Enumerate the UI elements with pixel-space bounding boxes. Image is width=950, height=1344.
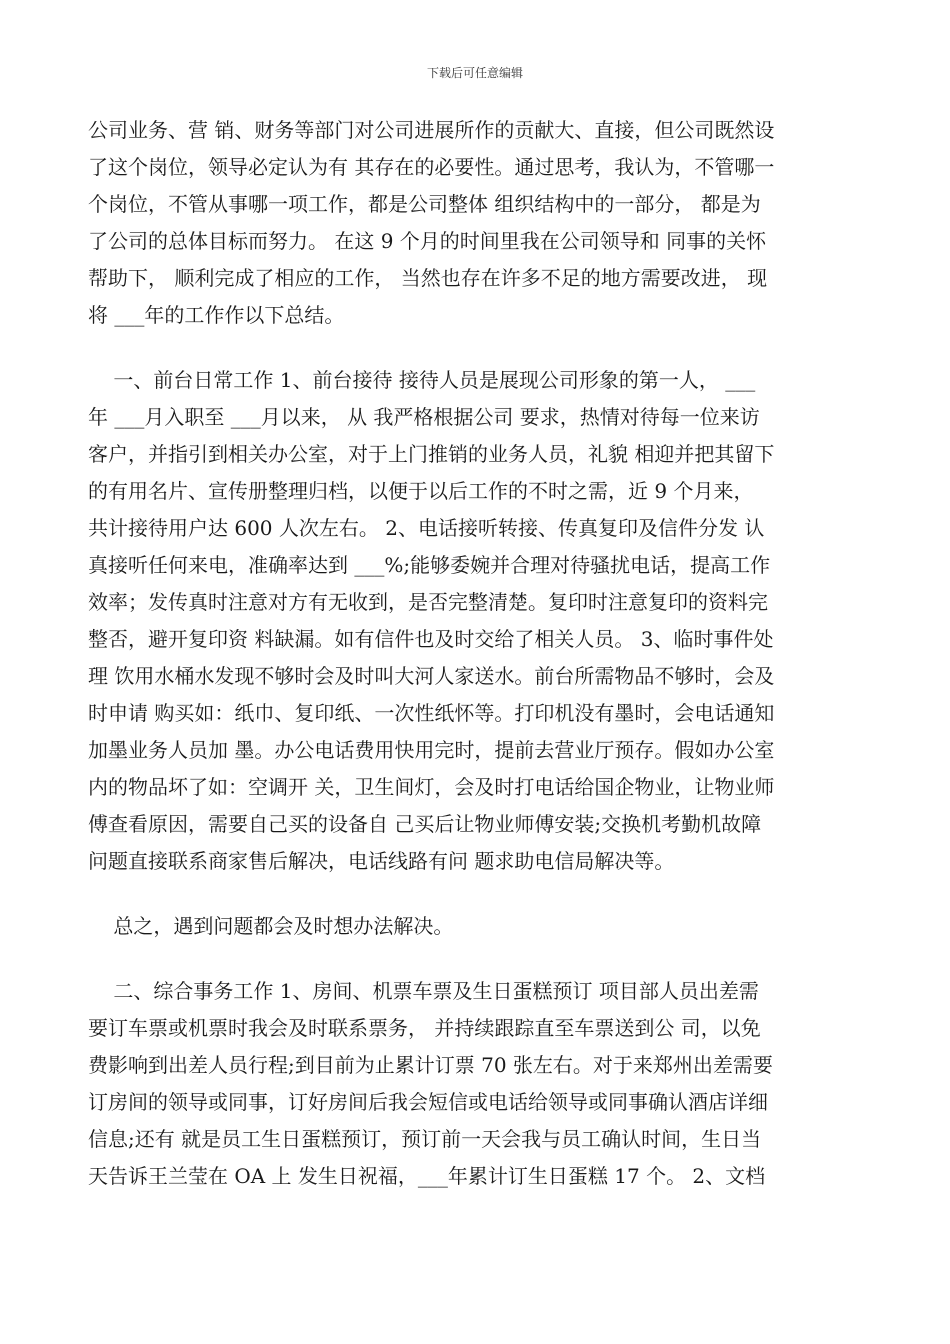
paragraph (88, 112, 860, 334)
text-line: 要订车票或机票时我会及时联系票务， 并持续跟踪直至车票送到公 司，以免 (88, 1016, 761, 1040)
text-line: 内的物品坏了如：空调开 关，卫生间灯，会及时打电话给国企物业，让物业师 (88, 775, 775, 799)
text-line: 一、前台日常工作 1、前台接待 接待人员是展现公司形象的第一人， ___ (88, 368, 756, 392)
paragraph-gap (88, 945, 860, 973)
text-line: 公司业务、营 销、财务等部门对公司进展所作的贡献大、直接，但公司既然设 (88, 118, 775, 142)
text-line: 时申请 购买如：纸巾、复印纸、一次性纸怀等。打印机没有墨时，会电话通知 (88, 701, 775, 725)
paragraph-gap (88, 880, 860, 908)
text-line: 信息;还有 就是员工生日蛋糕预订，预订前一天会我与员工确认时间，生日当 (88, 1127, 762, 1151)
text-line: 订房间的领导或同事，订好房间后我会短信或电话给领导或同事确认酒店详细 (88, 1090, 768, 1114)
text-line: 了这个岗位，领导必定认为有 其存在的必要性。通过思考，我认为，不管哪一 (88, 155, 775, 179)
text-line: 傅查看原因，需要自己买的设备自 己买后让物业师傅安装;交换机考勤机故障 (88, 812, 762, 836)
text-line: 共计接待用户达 600 人次左右。 2、电话接听转接、传真复印及信件分发 认 (88, 516, 765, 540)
paragraph (88, 973, 860, 1195)
text-line: 费影响到出差人员行程;到目前为止累计订票 70 张左右。对于来郑州出差需要 (88, 1053, 773, 1077)
text-line: 天告诉王兰莹在 OA 上 发生日祝福，___年累计订生日蛋糕 17 个。 2、文档 (88, 1164, 766, 1188)
paragraph (88, 362, 860, 880)
paragraph (88, 908, 860, 945)
text-line: 客户，并指引到相关办公室，对于上门推销的业务人员，礼貌 相迎并把其留下 (88, 442, 775, 466)
text-line: 二、综合事务工作 1、房间、机票车票及生日蛋糕预订 项目部人员出差需 (88, 979, 759, 1003)
text-line: 效率；发传真时注意对方有无收到，是否完整清楚。复印时注意复印的资料完 (88, 590, 768, 614)
text-line: 真接听任何来电，准确率达到 ___%;能够委婉并合理对待骚扰电话，提高工作 (88, 553, 771, 577)
paragraph-gap (88, 334, 860, 362)
document-body (88, 112, 860, 1195)
text-line: 整否，避开复印资 料缺漏。如有信件也及时交给了相关人员。 3、临时事件处 (88, 627, 774, 651)
text-line: 年 ___月入职至 ___月以来， 从 我严格根据公司 要求，热情对待每一位来访 (88, 405, 760, 429)
text-line: 的有用名片、宣传册整理归档，以便于以后工作的不时之需，近 9 个月来， (88, 479, 754, 503)
page-header: 下载后可任意编辑 (426, 66, 523, 80)
text-line: 理 饮用水桶水发现不够时会及时叫大河人家送水。前台所需物品不够时，会及 (88, 664, 775, 688)
text-line: 个岗位，不管从事哪一项工作，都是公司整体 组织结构中的一部分， 都是为 (88, 192, 761, 216)
text-line: 加墨业务人员加 墨。办公电话费用快用完时，提前去营业厅预存。假如办公室 (88, 738, 775, 762)
text-line: 将 ___年的工作作以下总结。 (88, 303, 345, 327)
text-line: 问题直接联系商家售后解决，电话线路有问 题求助电信局解决等。 (88, 849, 675, 873)
text-line: 了公司的总体目标而努力。 在这 9 个月的时间里我在公司领导和 同事的关怀 (88, 229, 767, 253)
text-line: 总之，遇到问题都会及时想办法解决。 (88, 914, 454, 938)
text-line: 帮助下， 顺利完成了相应的工作， 当然也存在许多不足的地方需要改进， 现 (88, 266, 768, 290)
